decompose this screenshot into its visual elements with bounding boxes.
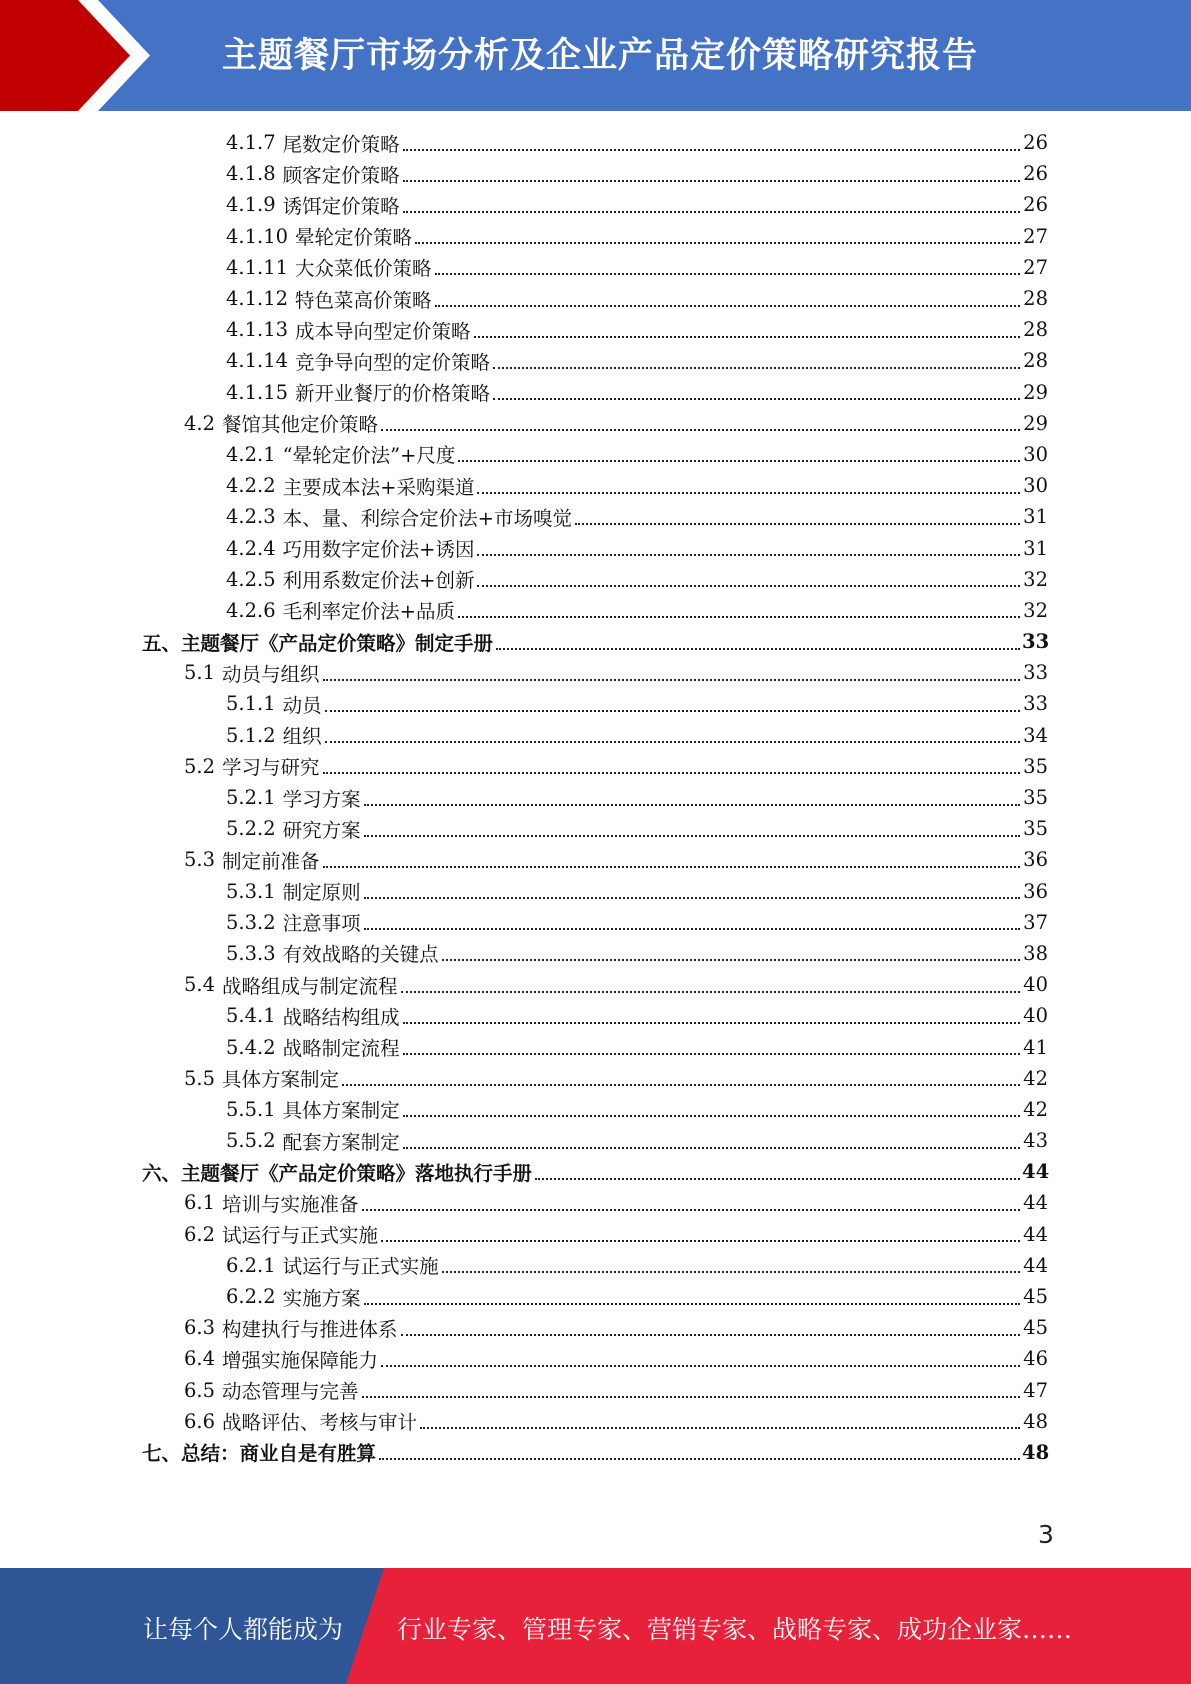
toc-entry-number: 4.1.14: [226, 349, 289, 373]
toc-entry[interactable]: [0, 1094, 1191, 1125]
toc-entry-title: 主题餐厅《产品定价策略》制定手册: [181, 631, 494, 655]
toc-entry-number: 五、: [142, 631, 182, 655]
page-number: 3: [1038, 1520, 1054, 1549]
toc-entry[interactable]: [0, 1343, 1191, 1374]
toc-entry-number: 4.1.11: [226, 255, 289, 279]
toc-entry-title: 毛利率定价法+品质: [282, 600, 455, 624]
toc-entry-number: 4.1.7: [226, 131, 276, 155]
toc-entry-title: 构建执行与推进体系: [222, 1317, 398, 1341]
toc-dot-leader: [379, 1458, 1020, 1460]
toc-entry-number: 4.1.15: [226, 380, 289, 404]
toc-entry-page: 45: [1023, 1316, 1048, 1340]
toc-dot-leader: [458, 460, 1020, 462]
toc-entry[interactable]: [0, 1281, 1191, 1312]
toc-entry-number: 6.4: [184, 1347, 216, 1371]
toc-dot-leader: [364, 897, 1020, 899]
toc-entry-number: 5.4.1: [226, 1004, 276, 1028]
toc-entry-number: 5.2.2: [226, 817, 276, 841]
toc-entry-number: 6.5: [184, 1378, 216, 1402]
toc-entry-page: 35: [1023, 786, 1048, 810]
toc-entry-number: 5.1.2: [226, 723, 276, 747]
toc-entry-page: 40: [1023, 1004, 1048, 1028]
toc-entry-page: 43: [1023, 1129, 1048, 1153]
table-of-contents: [0, 127, 1191, 1468]
toc-entry-number: 6.6: [184, 1409, 216, 1433]
toc-entry-title: 新开业餐厅的价格策略: [295, 382, 491, 406]
toc-entry[interactable]: [0, 657, 1191, 688]
toc-entry[interactable]: [0, 751, 1191, 782]
header-arrow-decoration: [0, 0, 160, 111]
toc-entry-number: 5.5: [184, 1066, 216, 1090]
toc-entry[interactable]: [0, 127, 1191, 158]
toc-entry-page: 29: [1023, 380, 1048, 404]
toc-entry-title: 研究方案: [282, 818, 361, 842]
toc-entry-title: 增强实施保障能力: [222, 1348, 379, 1372]
toc-entry-page: 32: [1023, 598, 1048, 622]
toc-entry-title: 制定原则: [282, 881, 361, 905]
toc-entry-title: 晕轮定价策略: [295, 226, 413, 250]
toc-dot-leader: [381, 1240, 1020, 1242]
toc-entry-title: 注意事项: [282, 912, 361, 936]
toc-entry[interactable]: [0, 439, 1191, 470]
toc-entry-number: 5.2.1: [226, 786, 276, 810]
toc-entry[interactable]: [0, 221, 1191, 252]
toc-entry[interactable]: [0, 408, 1191, 439]
toc-dot-leader: [323, 866, 1020, 868]
toc-entry[interactable]: [0, 314, 1191, 345]
toc-entry[interactable]: [0, 501, 1191, 532]
toc-entry-number: 4.2: [184, 411, 216, 435]
toc-dot-leader: [364, 928, 1020, 930]
toc-entry-title: 具体方案制定: [282, 1099, 400, 1123]
toc-entry-title: 本、量、利综合定价法+市场嗅觉: [282, 506, 572, 530]
toc-dot-leader: [364, 835, 1020, 837]
toc-entry-number: 4.2.6: [226, 598, 276, 622]
toc-dot-leader: [477, 554, 1020, 556]
toc-entry-number: 6.1: [184, 1191, 216, 1215]
toc-entry-page: 36: [1023, 848, 1048, 872]
toc-entry-page: 28: [1023, 287, 1048, 311]
toc-dot-leader: [477, 585, 1020, 587]
toc-dot-leader: [420, 1427, 1020, 1429]
toc-entry-page: 26: [1023, 162, 1048, 186]
toc-entry-title: 大众菜低价策略: [295, 257, 432, 281]
toc-entry[interactable]: [0, 1406, 1191, 1437]
toc-entry[interactable]: [0, 252, 1191, 283]
toc-entry-title: 动员: [282, 693, 322, 717]
toc-entry[interactable]: [0, 844, 1191, 875]
toc-entry[interactable]: [0, 1375, 1191, 1406]
toc-entry-number: 4.1.8: [226, 162, 276, 186]
toc-entry-page: 33: [1022, 630, 1050, 654]
toc-entry-number: 4.1.13: [226, 318, 289, 342]
toc-dot-leader: [403, 1053, 1020, 1055]
toc-dot-leader: [535, 1178, 1020, 1180]
toc-entry-page: 33: [1023, 692, 1048, 716]
toc-entry[interactable]: [0, 158, 1191, 189]
toc-entry-title: 培训与实施准备: [222, 1192, 359, 1216]
toc-entry[interactable]: [0, 876, 1191, 907]
toc-entry-number: 4.2.4: [226, 536, 276, 560]
toc-dot-leader: [415, 242, 1020, 244]
toc-entry-title: 餐馆其他定价策略: [222, 413, 379, 437]
toc-entry-page: 28: [1023, 318, 1048, 342]
toc-entry[interactable]: [0, 938, 1191, 969]
toc-entry-page: 27: [1023, 224, 1048, 248]
toc-dot-leader: [493, 367, 1020, 369]
toc-entry-title: 战略结构组成: [282, 1005, 400, 1029]
toc-dot-leader: [381, 1365, 1020, 1367]
toc-entry-page: 27: [1023, 255, 1048, 279]
toc-entry-number: 5.3.3: [226, 941, 276, 965]
toc-entry-page: 46: [1023, 1347, 1048, 1371]
toc-dot-leader: [493, 398, 1020, 400]
toc-entry-title: 战略组成与制定流程: [222, 974, 398, 998]
toc-entry-number: 4.1.12: [226, 287, 289, 311]
toc-entry-title: 配套方案制定: [282, 1130, 400, 1154]
toc-dot-leader: [381, 429, 1020, 431]
toc-dot-leader: [342, 1084, 1020, 1086]
toc-entry-title: 动态管理与完善: [222, 1380, 359, 1404]
toc-entry-page: 36: [1023, 879, 1048, 903]
toc-entry[interactable]: [0, 1312, 1191, 1343]
toc-entry-number: 6.3: [184, 1316, 216, 1340]
toc-entry[interactable]: [0, 470, 1191, 501]
toc-entry-title: 总结：商业自是有胜算: [181, 1442, 377, 1466]
toc-entry[interactable]: [0, 532, 1191, 563]
toc-entry[interactable]: [0, 969, 1191, 1000]
toc-entry-page: 41: [1023, 1035, 1048, 1059]
toc-dot-leader: [401, 991, 1020, 993]
toc-entry-page: 44: [1023, 1253, 1048, 1277]
toc-entry-page: 31: [1023, 505, 1048, 529]
toc-dot-leader: [403, 1147, 1020, 1149]
footer-slogan-right: 行业专家、管理专家、营销专家、战略专家、成功企业家……: [397, 1615, 1073, 1644]
toc-entry[interactable]: [0, 1250, 1191, 1281]
toc-entry-number: 5.5.1: [226, 1097, 276, 1121]
toc-entry-title: 顾客定价策略: [282, 163, 400, 187]
toc-entry-page: 28: [1023, 349, 1048, 373]
toc-dot-leader: [477, 492, 1020, 494]
toc-entry[interactable]: [0, 782, 1191, 813]
toc-entry-title: 组织: [282, 725, 322, 749]
toc-entry-title: 成本导向型定价策略: [295, 319, 471, 343]
toc-entry[interactable]: [0, 1219, 1191, 1250]
toc-entry[interactable]: [0, 1187, 1191, 1218]
toc-dot-leader: [403, 1022, 1020, 1024]
toc-entry-page: 44: [1023, 1191, 1048, 1215]
toc-entry-title: 学习与研究: [222, 756, 320, 780]
toc-entry-title: 制定前准备: [222, 849, 320, 873]
toc-entry-title: 诱饵定价策略: [282, 194, 400, 218]
toc-entry-number: 5.3: [184, 848, 216, 872]
toc-entry-page: 40: [1023, 973, 1048, 997]
toc-entry-title: 特色菜高价策略: [295, 288, 432, 312]
toc-entry-page: 32: [1023, 567, 1048, 591]
toc-entry[interactable]: [0, 907, 1191, 938]
toc-entry-number: 5.4: [184, 973, 216, 997]
toc-entry[interactable]: [0, 377, 1191, 408]
toc-dot-leader: [474, 336, 1020, 338]
toc-entry-number: 6.2.1: [226, 1253, 276, 1277]
toc-dot-leader: [442, 959, 1020, 961]
toc-entry[interactable]: [0, 1437, 1191, 1468]
toc-dot-leader: [435, 273, 1020, 275]
toc-entry-page: 44: [1023, 1222, 1048, 1246]
toc-entry-page: 47: [1023, 1378, 1048, 1402]
toc-entry-number: 5.3.1: [226, 879, 276, 903]
toc-entry-page: 42: [1023, 1066, 1048, 1090]
toc-entry-page: 48: [1023, 1409, 1048, 1433]
toc-dot-leader: [403, 1115, 1020, 1117]
toc-entry-title: 战略评估、考核与审计: [222, 1411, 418, 1435]
toc-entry-page: 26: [1023, 193, 1048, 217]
toc-dot-leader: [403, 211, 1020, 213]
toc-entry-number: 5.1: [184, 661, 216, 685]
toc-entry-page: 42: [1023, 1097, 1048, 1121]
toc-entry-number: 5.1.1: [226, 692, 276, 716]
toc-entry[interactable]: [0, 626, 1191, 657]
toc-entry-page: 33: [1023, 661, 1048, 685]
toc-entry-page: 26: [1023, 131, 1048, 155]
toc-entry-title: 利用系数定价法+创新: [282, 569, 475, 593]
toc-entry-number: 4.1.10: [226, 224, 289, 248]
toc-entry[interactable]: [0, 189, 1191, 220]
toc-entry-number: 5.2: [184, 754, 216, 778]
toc-entry-page: 38: [1023, 941, 1048, 965]
toc-dot-leader: [435, 305, 1020, 307]
toc-dot-leader: [323, 679, 1020, 681]
toc-entry-title: 尾数定价策略: [282, 132, 400, 156]
toc-entry-page: 29: [1023, 411, 1048, 435]
toc-entry-page: 45: [1023, 1285, 1048, 1309]
toc-entry[interactable]: [0, 283, 1191, 314]
toc-dot-leader: [325, 710, 1020, 712]
toc-entry[interactable]: [0, 1156, 1191, 1187]
toc-dot-leader: [325, 741, 1020, 743]
toc-dot-leader: [575, 523, 1020, 525]
toc-entry-page: 37: [1023, 910, 1048, 934]
toc-entry-number: 5.4.2: [226, 1035, 276, 1059]
toc-entry-number: 4.2.2: [226, 474, 276, 498]
toc-entry-number: 4.1.9: [226, 193, 276, 217]
toc-entry-title: 有效战略的关键点: [282, 943, 439, 967]
toc-entry[interactable]: [0, 813, 1191, 844]
toc-entry-page: 30: [1023, 442, 1048, 466]
toc-entry-number: 六、: [142, 1161, 182, 1185]
toc-dot-leader: [362, 1396, 1020, 1398]
page-footer: [0, 1568, 1191, 1684]
toc-entry-title: 主要成本法+采购渠道: [282, 475, 475, 499]
toc-entry-page: 34: [1023, 723, 1048, 747]
toc-entry-title: 具体方案制定: [222, 1068, 340, 1092]
toc-entry[interactable]: [0, 345, 1191, 376]
toc-entry-title: 动员与组织: [222, 662, 320, 686]
toc-entry[interactable]: [0, 595, 1191, 626]
document-title: 主题餐厅市场分析及企业产品定价策略研究报告: [222, 36, 979, 76]
toc-entry[interactable]: [0, 1125, 1191, 1156]
toc-entry-number: 七、: [142, 1442, 182, 1466]
toc-entry-title: 试运行与正式实施: [282, 1255, 439, 1279]
toc-entry-number: 6.2.2: [226, 1285, 276, 1309]
footer-slogan-left: 让每个人都能成为: [143, 1615, 344, 1644]
toc-entry-number: 4.2.3: [226, 505, 276, 529]
toc-entry[interactable]: [0, 1031, 1191, 1062]
toc-entry-number: 4.2.5: [226, 567, 276, 591]
toc-entry-title: 主题餐厅《产品定价策略》落地执行手册: [181, 1161, 533, 1185]
toc-entry[interactable]: [0, 564, 1191, 595]
toc-entry[interactable]: [0, 688, 1191, 719]
toc-entry-title: 学习方案: [282, 787, 361, 811]
toc-entry-page: 48: [1022, 1440, 1050, 1464]
toc-dot-leader: [403, 180, 1020, 182]
toc-entry-number: 6.2: [184, 1222, 216, 1246]
toc-entry-number: 5.5.2: [226, 1129, 276, 1153]
toc-entry-page: 35: [1023, 817, 1048, 841]
toc-dot-leader: [442, 1271, 1020, 1273]
toc-dot-leader: [364, 804, 1020, 806]
toc-entry-title: “晕轮定价法”+尺度: [282, 444, 456, 468]
toc-dot-leader: [401, 1334, 1020, 1336]
toc-dot-leader: [364, 1303, 1020, 1305]
toc-entry[interactable]: [0, 720, 1191, 751]
toc-dot-leader: [323, 772, 1020, 774]
page-header: [0, 0, 1191, 111]
toc-dot-leader: [496, 648, 1020, 650]
toc-dot-leader: [458, 616, 1020, 618]
toc-entry-page: 35: [1023, 754, 1048, 778]
toc-entry-title: 巧用数字定价法+诱因: [282, 538, 475, 562]
toc-entry-title: 实施方案: [282, 1286, 361, 1310]
toc-entry-page: 31: [1023, 536, 1048, 560]
toc-entry-title: 战略制定流程: [282, 1037, 400, 1061]
toc-dot-leader: [403, 149, 1020, 151]
toc-entry[interactable]: [0, 1063, 1191, 1094]
toc-entry-page: 30: [1023, 474, 1048, 498]
toc-entry[interactable]: [0, 1000, 1191, 1031]
toc-dot-leader: [362, 1209, 1020, 1211]
toc-entry-title: 竞争导向型的定价策略: [295, 350, 491, 374]
toc-entry-number: 4.2.1: [226, 442, 276, 466]
toc-entry-number: 5.3.2: [226, 910, 276, 934]
toc-entry-page: 44: [1022, 1160, 1050, 1184]
toc-entry-title: 试运行与正式实施: [222, 1224, 379, 1248]
